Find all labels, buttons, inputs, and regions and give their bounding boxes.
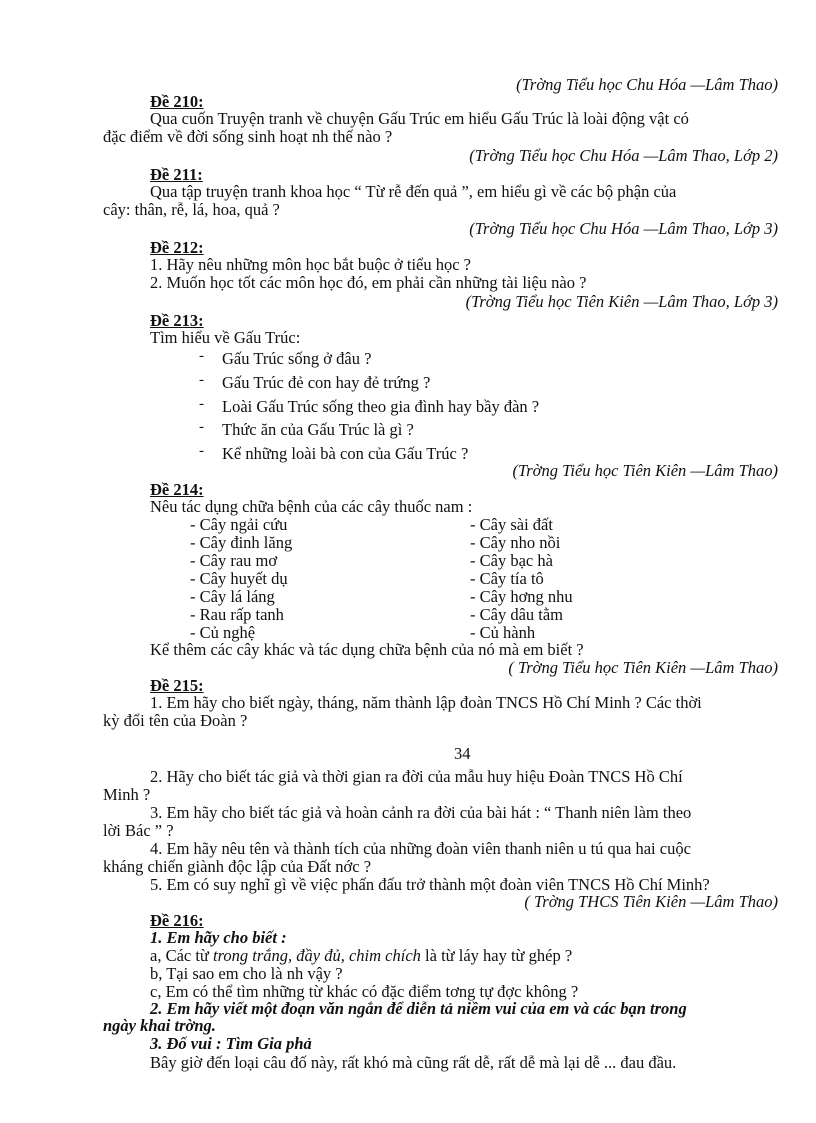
paragraph-line: 4. Em hãy nêu tên và thành tích của những đoàn viên thanh niên u tú qua hai cuộc bbox=[150, 839, 691, 858]
bullet-dash: - bbox=[199, 396, 204, 412]
source-line: (Trờng Tiểu học Chu Hóa —Lâm Thao, Lớp 2) bbox=[469, 146, 778, 165]
bullet-dash: - bbox=[199, 419, 204, 435]
list-item: 1. Hãy nêu những môn học bắt buộc ở tiểu học ? bbox=[150, 255, 472, 274]
plant-item: - Cây hơng nhu bbox=[470, 587, 573, 606]
list-item: Gấu Trúc đẻ con hay đẻ trứng ? bbox=[222, 373, 431, 392]
plant-item: - Cây rau mơ bbox=[190, 551, 278, 570]
paragraph-line: 2. Hãy cho biết tác giả và thời gian ra đời của mẫu huy hiệu Đoàn TNCS Hồ Chí bbox=[150, 767, 683, 786]
exercise-heading: Đề 216: bbox=[150, 911, 204, 930]
plant-item: - Cây sài đất bbox=[470, 515, 553, 534]
paragraph-line: 5. Em có suy nghĩ gì về việc phấn đấu trở thành một đoàn viên TNCS Hồ Chí Minh? bbox=[150, 875, 710, 894]
list-item: Loài Gấu Trúc sống theo gia đình hay bầy đàn ? bbox=[222, 397, 540, 416]
paragraph-line: kháng chiến giành độc lập của Đất nớc ? bbox=[103, 857, 372, 876]
paragraph-line: Tìm hiểu về Gấu Trúc: bbox=[150, 328, 301, 347]
plant-item: - Củ hành bbox=[470, 623, 536, 642]
source-line: ( Trờng THCS Tiên Kiên —Lâm Thao) bbox=[524, 892, 778, 911]
source-line: (Trờng Tiểu học Tiên Kiên —Lâm Thao, Lớp 3) bbox=[465, 292, 778, 311]
list-item: Gấu Trúc sống ở đâu ? bbox=[222, 349, 372, 368]
plant-item: - Cây bạc hà bbox=[470, 551, 553, 570]
exercise-heading: Đề 212: bbox=[150, 238, 204, 257]
paragraph-line: đặc điểm về đời sống sinh hoạt nh thế nào ? bbox=[103, 127, 393, 146]
bullet-dash: - bbox=[199, 372, 204, 388]
paragraph-line: Nêu tác dụng chữa bệnh của các cây thuốc nam : bbox=[150, 497, 473, 516]
subheading: ngày khai trờng. bbox=[103, 1016, 216, 1035]
plant-item: - Cây nho nồi bbox=[470, 533, 561, 552]
paragraph-line: c, Em có thể tìm những từ khác có đặc điểm tơng tự đợc không ? bbox=[150, 982, 579, 1001]
plant-item: - Củ nghệ bbox=[190, 623, 256, 642]
exercise-heading: Đề 214: bbox=[150, 480, 204, 499]
paragraph-line: Kể thêm các cây khác và tác dụng chữa bệnh của nó mà em biết ? bbox=[150, 640, 584, 659]
page-number: 34 bbox=[454, 744, 471, 763]
plant-item: - Cây huyết dụ bbox=[190, 569, 288, 588]
paragraph-line: Qua cuốn Truyện tranh về chuyện Gấu Trúc em hiểu Gấu Trúc là loài động vật có bbox=[150, 109, 689, 128]
paragraph-line: cây: thân, rễ, lá, hoa, quả ? bbox=[103, 200, 280, 219]
subheading: 3. Đố vui : Tìm Gia phả bbox=[150, 1034, 312, 1053]
list-item: Thức ăn của Gấu Trúc là gì ? bbox=[222, 420, 414, 439]
paragraph-line: kỳ đổi tên của Đoàn ? bbox=[103, 711, 248, 730]
source-line: ( Trờng Tiểu học Tiên Kiên —Lâm Thao) bbox=[508, 658, 778, 677]
paragraph-line: Bây giờ đến loại câu đố này, rất khó mà cũng rất dễ, rất dễ mà lại dễ ... đau đầu. bbox=[150, 1053, 677, 1072]
exercise-heading: Đề 210: bbox=[150, 92, 204, 111]
paragraph-line: 3. Em hãy cho biết tác giả và hoàn cảnh ra đời của bài hát : “ Thanh niên làm theo bbox=[150, 803, 692, 822]
subheading: 1. Em hãy cho biết : bbox=[150, 928, 287, 947]
plant-item: - Cây lá láng bbox=[190, 587, 275, 606]
list-item: Kể những loài bà con của Gấu Trúc ? bbox=[222, 444, 469, 463]
exercise-heading: Đề 211: bbox=[150, 165, 203, 184]
bullet-dash: - bbox=[199, 348, 204, 364]
source-line: (Trờng Tiểu học Tiên Kiên —Lâm Thao) bbox=[512, 461, 778, 480]
plant-item: - Cây đinh lăng bbox=[190, 533, 293, 552]
paragraph-line: 1. Em hãy cho biết ngày, tháng, năm thành lập đoàn TNCS Hồ Chí Minh ? Các thời bbox=[150, 693, 702, 712]
list-item: 2. Muốn học tốt các môn học đó, em phải cần những tài liệu nào ? bbox=[150, 273, 587, 292]
plant-item: - Rau rấp tanh bbox=[190, 605, 284, 624]
plant-item: - Cây tía tô bbox=[470, 569, 544, 588]
paragraph-line: Qua tập truyện tranh khoa học “ Từ rễ đến quả ”, em hiểu gì về các bộ phận của bbox=[150, 182, 677, 201]
source-line: (Trờng Tiểu học Chu Hóa —Lâm Thao) bbox=[516, 75, 778, 94]
plant-item: - Cây dâu tằm bbox=[470, 605, 564, 624]
text-segment: a, Các từ bbox=[150, 946, 214, 965]
paragraph-line: b, Tại sao em cho là nh vậy ? bbox=[150, 964, 343, 983]
paragraph-line bbox=[150, 947, 572, 965]
italic-text-segment: trong trắng, đầy đủ, chim chích bbox=[213, 946, 421, 965]
paragraph-line: lời Bác ” ? bbox=[103, 821, 174, 840]
text-segment: là từ láy hay từ ghép ? bbox=[420, 946, 573, 965]
exercise-heading: Đề 213: bbox=[150, 311, 204, 330]
source-line: (Trờng Tiểu học Chu Hóa —Lâm Thao, Lớp 3) bbox=[469, 219, 778, 238]
paragraph-line: Minh ? bbox=[103, 785, 151, 804]
plant-item: - Cây ngải cứu bbox=[190, 515, 288, 534]
subheading: 2. Em hãy viết một đoạn văn ngắn để diễn tả niềm vui của em và các bạn trong bbox=[150, 999, 687, 1018]
exercise-heading: Đề 215: bbox=[150, 676, 204, 695]
bullet-dash: - bbox=[199, 443, 204, 459]
